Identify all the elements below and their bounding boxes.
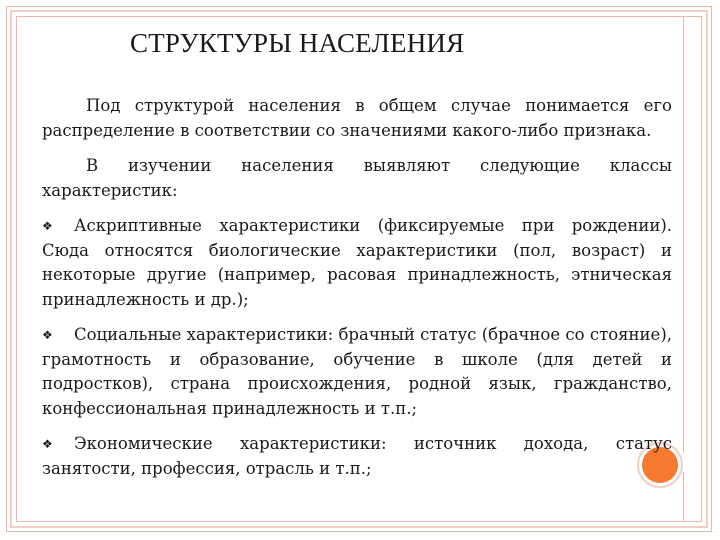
bullet-economic-text: Экономические характеристики: источник дохода, статус занятости, профессия, отрасль и т.п.;	[42, 434, 672, 478]
bullet-ascriptive	[42, 214, 672, 312]
paragraph-definition: Под структурой населения в общем случае понимается его распределение в соответствии со значениями какого-либо признака.	[42, 96, 672, 140]
frame-right-rule-lower	[683, 472, 684, 522]
slide-body	[42, 94, 672, 492]
bullet-social-text: Социальные характеристики: брачный статус (брачное со стояние), грамотность и образование, обучение в школе (для детей и подростков), страна происхождения, родной язык, гражданство, конфессиональная принадлежность и т.п.;	[42, 325, 672, 418]
bullet-social	[42, 323, 672, 421]
bullet-economic	[42, 432, 672, 481]
diamond-bullet-icon: ❖	[42, 328, 53, 342]
diamond-bullet-icon: ❖	[42, 219, 53, 233]
slide-title: СТРУКТУРЫ НАСЕЛЕНИЯ	[130, 28, 465, 58]
diamond-bullet-icon: ❖	[42, 437, 53, 451]
frame-right-rule	[683, 16, 684, 452]
bullet-ascriptive-text: Аскриптивные характеристики (фиксируемые при рождении). Сюда относятся биологические характеристики (пол, возраст) и некоторые другие (например, расовая принадлежность, этническая принадлежность и др.);	[42, 216, 672, 309]
paragraph-classes: В изучении населения выявляют следующие классы характеристик:	[42, 156, 672, 200]
